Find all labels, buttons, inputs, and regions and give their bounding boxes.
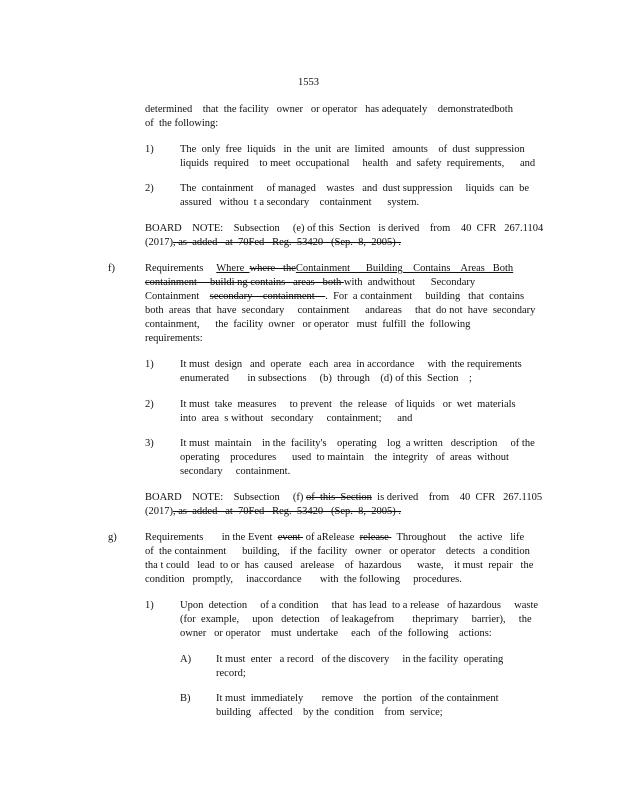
g-line-1 (145, 531, 524, 544)
f-heading-deleted-where-the: where the (249, 263, 296, 274)
g-line-4: condition promptly, inaccordance with the following procedures. (145, 574, 462, 585)
board-note-f-line-1 (145, 491, 542, 504)
board-note-e-year: (2017) (145, 237, 173, 248)
f-item-3-number: 3) (145, 438, 154, 449)
board-note-f-year: (2017) (145, 506, 173, 517)
g-sub-b-line-2: building affected by the condition from service; (216, 707, 443, 718)
g-line-2: of the containment building, if the facility owner or operator detects a condition (145, 546, 530, 557)
e-item-2-line-2: assured withou t a secondary containment system. (180, 197, 420, 208)
g-sub-a-number: A) (180, 654, 192, 665)
f-line-2 (145, 276, 475, 289)
g-sub-a-line-1: It must enter a record of the discovery in the facility operating (216, 654, 504, 665)
f-line-5: containment, the facility owner or operator must fulfill the following (145, 319, 471, 330)
f-heading-start: Requirements (145, 263, 217, 274)
e-item-1-number: 1) (145, 144, 154, 155)
f-line-3 (145, 290, 524, 303)
g-item-1-line-3: owner or operator must undertake each of the following actions: (180, 628, 492, 639)
f-line-4: both areas that have secondary containment andareas that do not have secondary (145, 305, 536, 316)
f-heading-inserted-where: Where (216, 263, 250, 274)
page-number: 1553 (298, 77, 319, 88)
g-sub-b-number: B) (180, 693, 191, 704)
f-heading-end: Containment (145, 291, 210, 302)
f-line-1 (145, 262, 513, 275)
g-sub-a-line-2: record; (216, 668, 246, 679)
g-heading-start: Requirements in the Event (145, 532, 278, 543)
f-item-1-line-2: enumerated in subsections (b) through (d) of this Section ; (180, 373, 472, 384)
f-item-3-line-2: operating procedures used to maintain the integrity of areas without (180, 452, 509, 463)
g-item-1-number: 1) (145, 600, 154, 611)
g-item-1-line-2: (for example, upon detection of leakagefrom theprimary barrier), the (180, 614, 532, 625)
f-item-2-line-1: It must take measures to prevent the release of liquids or wet materials (180, 399, 516, 410)
g-deleted-event: event (277, 532, 304, 543)
board-note-f-line-2 (145, 505, 401, 518)
intro-line-2: of the following: (145, 118, 219, 129)
g-item-1-line-1: Upon detection of a condition that has lead to a release of hazardous waste (180, 600, 539, 611)
g-sub-b-line-1: It must immediately remove the portion of the containment (216, 693, 499, 704)
e-item-1-line-1: The only free liquids in the unit are limited amounts of dust suppression (180, 144, 525, 155)
f-item-1-line-1: It must design and operate each area in accordance with the requirements (180, 359, 522, 370)
f-item-2-number: 2) (145, 399, 154, 410)
g-line-3: tha t could lead to or has caused arelease of hazardous waste, it must repair the (145, 560, 534, 571)
board-note-f-end: is derived from 40 CFR 267.1105 (371, 492, 543, 503)
f-item-3-line-3: secondary containment. (180, 466, 291, 477)
f-item-2-line-2: into area s without secondary containment; and (180, 413, 413, 424)
e-item-1-line-2: liquids required to meet occupational health and safety requirements, and (180, 158, 536, 169)
f-heading-inserted-title: Containment Building Contains Areas Both (295, 263, 514, 274)
f-heading-continued: with andwithout Secondary (343, 277, 476, 288)
subsection-g-label: g) (108, 532, 117, 543)
f-heading-deleted-text: containment buildi ng contains areas both (145, 277, 344, 288)
e-item-2-line-1: The containment of managed wastes and dust suppression liquids can be (180, 183, 530, 194)
g-deleted-release: release (359, 532, 392, 543)
board-note-f-deleted-of-this-section: of this Section (306, 492, 372, 503)
subsection-f-label: f) (108, 263, 115, 274)
board-note-e-deleted-citation: , as added at 70Fed Reg. 53420 (Sep. 8, 2005) . (173, 237, 402, 248)
g-body-start: Throughout the active life (391, 532, 525, 543)
f-item-1-number: 1) (145, 359, 154, 370)
board-note-f-start: BOARD NOTE: Subsection (f) (145, 492, 306, 503)
f-deleted-secondary-containment: secondary containment (209, 291, 326, 302)
g-heading-release: of aRelease (303, 532, 360, 543)
f-body-start: . For a containment building that contains (325, 291, 525, 302)
f-line-6: requirements: (145, 333, 203, 344)
board-note-e-line-2 (145, 236, 401, 249)
board-note-e-line-1: BOARD NOTE: Subsection (e) of this Section is derived from 40 CFR 267.1104 (145, 223, 544, 234)
e-item-2-number: 2) (145, 183, 154, 194)
intro-line-1: determined that the facility owner or operator has adequately demonstratedboth (145, 104, 513, 115)
f-item-3-line-1: It must maintain in the facility's operating log a written description of the (180, 438, 535, 449)
board-note-f-deleted-citation: , as added at 70Fed Reg. 53420 (Sep. 8, 2005) . (173, 506, 402, 517)
